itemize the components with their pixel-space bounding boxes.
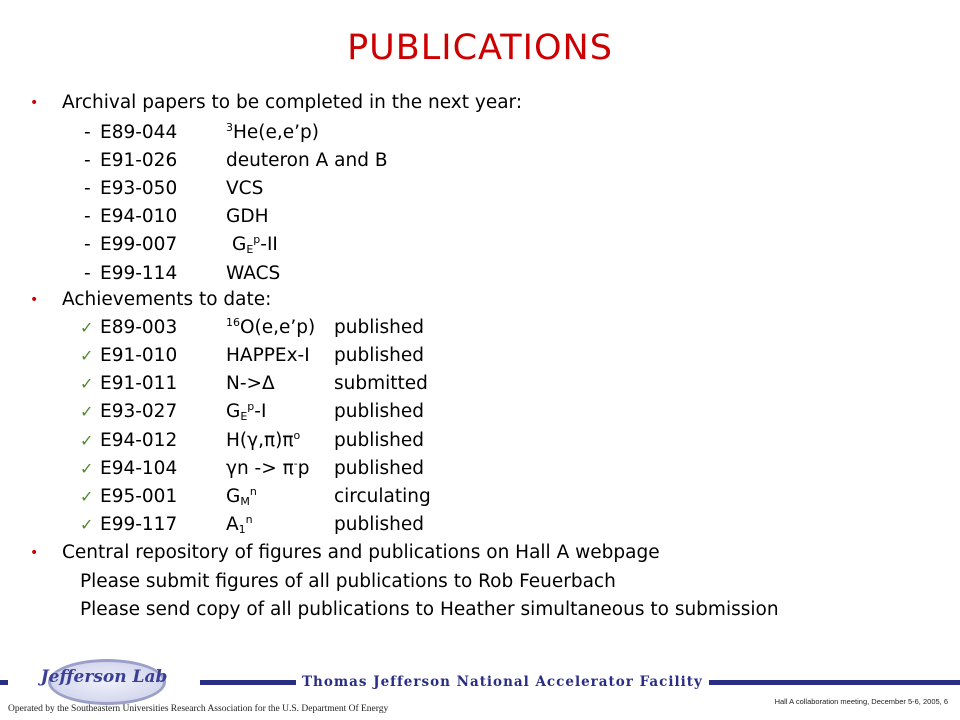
list-item <box>0 484 960 510</box>
operated-by: Operated by the Southeastern Universities Research Association for the U.S. Department Of Energy <box>8 704 389 714</box>
experiment-title: $G_E^p-I$ <box>226 400 267 423</box>
status-text: published <box>334 458 424 479</box>
checkmark-icon: ✓ <box>80 346 94 365</box>
experiment-code: E89-044 <box>100 122 178 143</box>
status-text: published <box>334 430 424 451</box>
list-item <box>0 428 960 454</box>
status-text: submitted <box>334 373 428 394</box>
experiment-code: E94-012 <box>100 430 178 451</box>
experiment-title: $G_M^n$ <box>226 485 257 508</box>
experiment-code: E99-117 <box>100 514 178 535</box>
dash-marker: - <box>84 178 91 199</box>
checkmark-icon: ✓ <box>80 374 94 393</box>
experiment-code: E99-007 <box>100 234 178 255</box>
dash-marker: - <box>84 206 91 227</box>
experiment-title: GDH <box>226 206 269 227</box>
section-heading: Central repository of figures and publications on Hall A webpage <box>62 542 660 563</box>
bullet-icon: • <box>30 95 39 111</box>
checkmark-icon: ✓ <box>80 318 94 337</box>
dash-marker: - <box>84 122 91 143</box>
checkmark-icon: ✓ <box>80 402 94 421</box>
list-item <box>0 371 960 397</box>
experiment-title: $G_E^p-II$ <box>232 233 278 256</box>
page-title: PUBLICATIONS <box>347 28 613 68</box>
experiment-code: E89-003 <box>100 317 178 338</box>
experiment-title: deuteron A and B <box>226 150 388 171</box>
note-text: Please send copy of all publications to Heather simultaneous to submission <box>80 599 779 620</box>
list-item <box>0 315 960 341</box>
list-item <box>0 597 960 623</box>
list-item <box>0 456 960 482</box>
experiment-code: E95-001 <box>100 486 178 507</box>
list-item <box>0 569 960 595</box>
list-item <box>0 120 960 146</box>
checkmark-icon: ✓ <box>80 515 94 534</box>
meeting-info: Hall A collaboration meeting, December 5-6, 2005, 6 <box>774 697 948 706</box>
checkmark-icon: ✓ <box>80 459 94 478</box>
checkmark-icon: ✓ <box>80 487 94 506</box>
experiment-code: E99-114 <box>100 263 178 284</box>
footer <box>0 640 960 720</box>
experiment-code: E91-026 <box>100 150 178 171</box>
experiment-code: E94-010 <box>100 206 178 227</box>
dash-marker: - <box>84 263 91 284</box>
experiment-code: E94-104 <box>100 458 178 479</box>
experiment-code: E93-027 <box>100 401 178 422</box>
bullet-icon: • <box>30 292 39 308</box>
experiment-title: γn -> π-p <box>226 457 310 479</box>
jefferson-lab-logo <box>8 652 200 712</box>
section-heading: Archival papers to be completed in the next year: <box>62 92 523 113</box>
status-text: published <box>334 345 424 366</box>
checkmark-icon: ✓ <box>80 431 94 450</box>
bullet-icon: • <box>30 545 39 561</box>
experiment-title: N->Δ <box>226 373 275 394</box>
list-item <box>0 512 960 538</box>
dash-marker: - <box>84 234 91 255</box>
list-item <box>0 261 960 287</box>
experiment-title: $H(\gamma,\pi)\pi^o$ <box>226 429 301 451</box>
list-item <box>0 148 960 174</box>
note-text: Please submit figures of all publications to Rob Feuerbach <box>80 571 616 592</box>
experiment-code: E91-011 <box>100 373 178 394</box>
list-item <box>0 399 960 425</box>
dash-marker: - <box>84 150 91 171</box>
experiment-code: E91-010 <box>100 345 178 366</box>
section-achievements <box>0 287 960 313</box>
logo-text: Jefferson Lab <box>40 667 168 687</box>
list-item <box>0 232 960 258</box>
status-text: published <box>334 514 424 535</box>
status-text: published <box>334 317 424 338</box>
experiment-title: WACS <box>226 263 281 284</box>
status-text: circulating <box>334 486 431 507</box>
section-archival <box>0 90 960 116</box>
experiment-title: $A_1^n$ <box>226 513 253 536</box>
experiment-code: E93-050 <box>100 178 178 199</box>
section-repository <box>0 540 960 566</box>
facility-name: Thomas Jefferson National Accelerator Facility <box>296 670 709 694</box>
list-item <box>0 204 960 230</box>
experiment-title: HAPPEx-I <box>226 345 310 366</box>
list-item <box>0 343 960 369</box>
experiment-title: VCS <box>226 178 264 199</box>
experiment-title: $^3$He(e,e’p) <box>226 121 319 143</box>
experiment-title: $^{16}$O(e,e’p) <box>226 316 316 338</box>
status-text: published <box>334 401 424 422</box>
section-heading: Achievements to date: <box>62 289 272 310</box>
list-item <box>0 176 960 202</box>
